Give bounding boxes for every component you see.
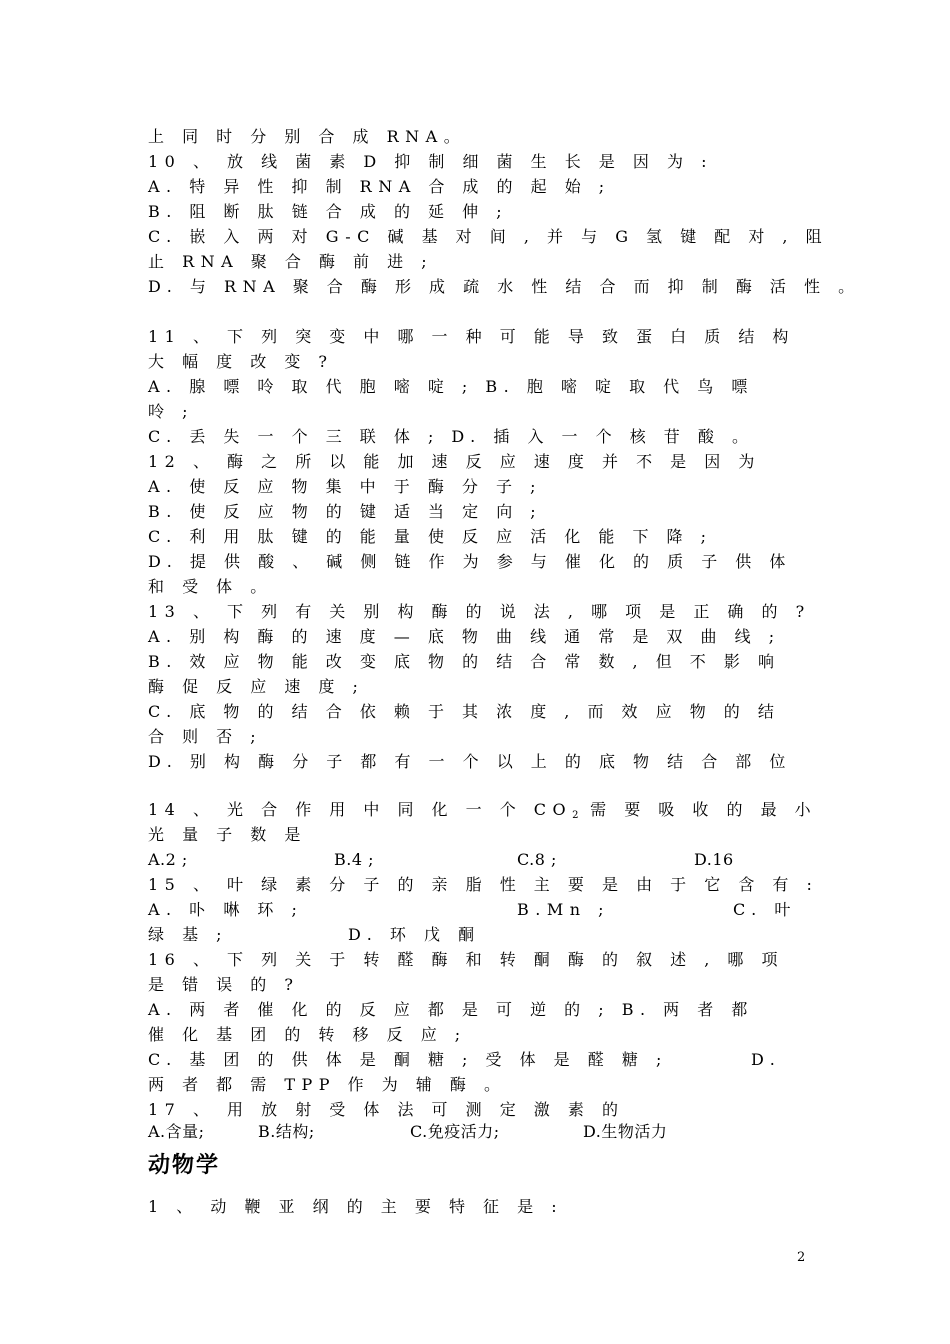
question-11: 11 、 下 列 突 变 中 哪 一 种 可 能 导 致 蛋 白 质 结 构	[148, 327, 795, 346]
option-a: A.2 ;	[148, 850, 188, 869]
option-d: D.生物活力	[583, 1122, 668, 1141]
text-line: 催 化 基 团 的 转 移 反 应 ;	[148, 1025, 467, 1044]
option-b: B.4 ;	[334, 850, 374, 869]
question-13: 13 、 下 列 有 关 别 构 酶 的 说 法 , 哪 项 是 正 确 的 ?	[148, 602, 811, 621]
text-line: 和 受 体 。	[148, 577, 273, 596]
text-segment: 绿 基 ;	[148, 925, 229, 944]
option-line: A. 别 构 酶 的 速 度 — 底 物 曲 线 通 常 是 双 曲 线 ;	[148, 627, 781, 646]
option-line: D. 提 供 酸 、 碱 侧 链 作 为 参 与 催 化 的 质 子 供 体	[148, 552, 792, 571]
text-line: 是 错 误 的 ?	[148, 975, 300, 994]
option-line: D. 与 RNA 聚 合 酶 形 成 疏 水 性 结 合 而 抑 制 酶 活 性 。	[148, 277, 861, 296]
text-line: 合 则 否 ;	[148, 727, 263, 746]
option-line: C. 利 用 肽 键 的 能 量 使 反 应 活 化 能 下 降 ;	[148, 527, 713, 546]
text-line: 光 量 子 数 是	[148, 825, 307, 844]
option-line: B. 使 反 应 物 的 键 适 当 定 向 ;	[148, 502, 543, 521]
option-line: C. 丢 失 一 个 三 联 体 ; D. 插 入 一 个 核 苷 酸 。	[148, 427, 755, 446]
text-line: 大 幅 度 改 变 ?	[148, 352, 334, 371]
section-heading: 动物学	[148, 1153, 221, 1178]
option-line: B. 阻 断 肽 链 合 成 的 延 伸 ;	[148, 202, 509, 221]
question-16: 16 、 下 列 关 于 转 醛 酶 和 转 酮 酶 的 叙 述 , 哪 项	[148, 950, 784, 969]
option-line: D. 别 构 酶 分 子 都 有 一 个 以 上 的 底 物 结 合 部 位	[148, 752, 792, 771]
option-line: A. 特 异 性 抑 制 RNA 合 成 的 起 始 ;	[148, 177, 611, 196]
text-line: 止 RNA 聚 合 酶 前 进 ;	[148, 252, 434, 271]
question-12: 12 、 酶 之 所 以 能 加 速 反 应 速 度 并 不 是 因 为	[148, 452, 761, 471]
option-d: D. 环 戊 酮	[348, 925, 481, 944]
option-c: C. 基 团 的 供 体 是 酮 糖 ; 受 体 是 醛 糖 ;	[148, 1050, 668, 1069]
option-line: C. 底 物 的 结 合 依 赖 于 其 浓 度 , 而 效 应 物 的 结	[148, 702, 781, 721]
text-segment: 需 要 吸 收 的 最 小	[578, 800, 818, 819]
option-b: B.Mn ;	[517, 900, 611, 919]
option-line: A. 两 者 催 化 的 反 应 都 是 可 逆 的 ; B. 两 者 都	[148, 1000, 754, 1019]
option-line: A. 腺 嘌 呤 取 代 胞 嘧 啶 ; B. 胞 嘧 啶 取 代 鸟 嘌	[148, 377, 754, 396]
text-line: 酶 促 反 应 速 度 ;	[148, 677, 365, 696]
question-10: 10 、 放 线 菌 素 D 抑 制 细 菌 生 长 是 因 为 :	[148, 152, 713, 171]
text-line: 上 同 时 分 别 合 成 RNA。	[148, 127, 467, 146]
option-line: C. 嵌 入 两 对 G-C 碱 基 对 间 , 并 与 G 氢 键 配 对 , 阻	[148, 227, 829, 246]
subscript: 2	[572, 810, 579, 821]
text-line: 两 者 都 需 TPP 作 为 辅 酶 。	[148, 1075, 507, 1094]
zoology-question-1: 1 、 动 鞭 亚 纲 的 主 要 特 征 是 :	[148, 1197, 564, 1216]
option-c: C.8 ;	[517, 850, 557, 869]
text-line: 呤 ;	[148, 402, 194, 421]
question-17: 17 、 用 放 射 受 体 法 可 测 定 激 素 的	[148, 1100, 625, 1119]
option-c: C. 叶	[733, 900, 797, 919]
option-a: A. 卟 啉 环 ;	[148, 900, 304, 919]
option-d: D.16	[694, 850, 734, 869]
option-line: B. 效 应 物 能 改 变 底 物 的 结 合 常 数 , 但 不 影 响	[148, 652, 781, 671]
page-number: 2	[797, 1250, 806, 1265]
option-a: A.含量;	[148, 1122, 205, 1141]
option-b: B.结构;	[258, 1122, 315, 1141]
option-c: C.免疫活力;	[410, 1122, 500, 1141]
option-d: D.	[751, 1050, 782, 1069]
question-15: 15 、 叶 绿 素 分 子 的 亲 脂 性 主 要 是 由 于 它 含 有 :	[148, 875, 819, 894]
option-line: A. 使 反 应 物 集 中 于 酶 分 子 ;	[148, 477, 542, 496]
text-segment: 14 、 光 合 作 用 中 同 化 一 个 CO	[148, 800, 573, 819]
question-14	[148, 800, 817, 826]
